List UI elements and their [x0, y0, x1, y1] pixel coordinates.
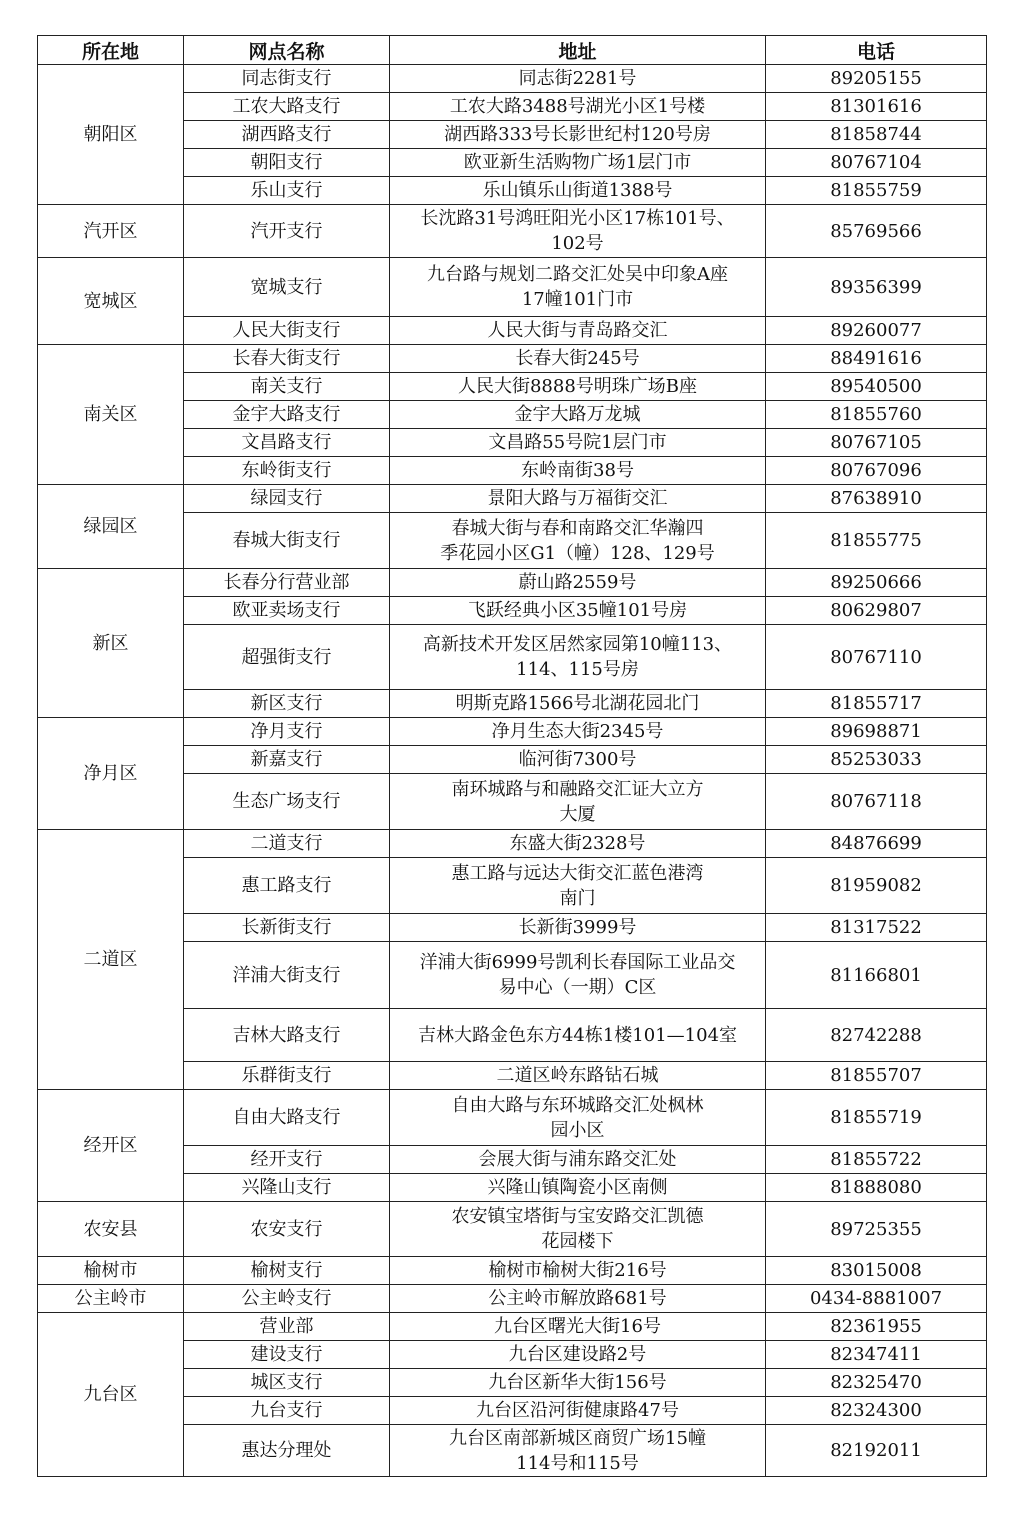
address-cell: 人民大街与青岛路交汇 — [390, 317, 766, 345]
branch-name-cell: 惠工路支行 — [184, 858, 390, 914]
phone-cell: 81855722 — [766, 1146, 987, 1174]
branch-name-cell: 城区支行 — [184, 1369, 390, 1397]
table-row — [38, 205, 987, 258]
header-phone: 电话 — [766, 36, 987, 65]
address-cell: 乐山镇乐山街道1388号 — [390, 177, 766, 205]
phone-cell: 84876699 — [766, 830, 987, 858]
branch-name-cell: 金宇大路支行 — [184, 401, 390, 429]
address-cell: 长春大街245号 — [390, 345, 766, 373]
branch-name-cell: 乐山支行 — [184, 177, 390, 205]
phone-cell: 81855719 — [766, 1090, 987, 1146]
branch-name-cell: 绿园支行 — [184, 485, 390, 513]
phone-cell: 89540500 — [766, 373, 987, 401]
branch-name-cell: 吉林大路支行 — [184, 1009, 390, 1062]
header-district: 所在地 — [38, 36, 184, 65]
phone-cell: 89356399 — [766, 258, 987, 317]
branch-name-cell: 九台支行 — [184, 1397, 390, 1425]
branch-name-cell: 洋浦大街支行 — [184, 942, 390, 1009]
address-cell: 二道区岭东路钻石城 — [390, 1062, 766, 1090]
branch-name-cell: 长春分行营业部 — [184, 569, 390, 597]
table-row — [38, 830, 987, 858]
branch-name-cell: 新区支行 — [184, 690, 390, 718]
address-cell: 九台区建设路2号 — [390, 1341, 766, 1369]
table-row — [38, 1202, 987, 1257]
address-cell: 春城大街与春和南路交汇华瀚四 季花园小区G1（幢）128、129号 — [390, 513, 766, 569]
header-address: 地址 — [390, 36, 766, 65]
branch-name-cell: 宽城支行 — [184, 258, 390, 317]
address-cell: 景阳大路与万福街交汇 — [390, 485, 766, 513]
address-cell: 金宇大路万龙城 — [390, 401, 766, 429]
address-cell: 自由大路与东环城路交汇处枫林 园小区 — [390, 1090, 766, 1146]
table-row — [38, 345, 987, 373]
address-cell: 临河街7300号 — [390, 746, 766, 774]
table-row — [38, 258, 987, 317]
address-cell: 会展大街与浦东路交汇处 — [390, 1146, 766, 1174]
phone-cell: 81166801 — [766, 942, 987, 1009]
phone-cell: 80767110 — [766, 625, 987, 690]
branch-name-cell: 惠达分理处 — [184, 1425, 390, 1477]
address-cell: 同志街2281号 — [390, 65, 766, 93]
branch-name-cell: 湖西路支行 — [184, 121, 390, 149]
branch-name-cell: 经开支行 — [184, 1146, 390, 1174]
table-row — [38, 485, 987, 513]
address-cell: 公主岭市解放路681号 — [390, 1285, 766, 1313]
branch-name-cell: 农安支行 — [184, 1202, 390, 1257]
address-cell: 东盛大街2328号 — [390, 830, 766, 858]
phone-cell: 89698871 — [766, 718, 987, 746]
phone-cell: 89250666 — [766, 569, 987, 597]
district-cell: 朝阳区 — [38, 65, 184, 205]
branch-name-cell: 长新街支行 — [184, 914, 390, 942]
address-cell: 惠工路与远达大街交汇蓝色港湾 南门 — [390, 858, 766, 914]
district-cell: 公主岭市 — [38, 1285, 184, 1313]
address-cell: 飞跃经典小区35幢101号房 — [390, 597, 766, 625]
phone-cell: 80767118 — [766, 774, 987, 830]
address-cell: 南环城路与和融路交汇证大立方 大厦 — [390, 774, 766, 830]
branch-name-cell: 建设支行 — [184, 1341, 390, 1369]
district-cell: 经开区 — [38, 1090, 184, 1202]
phone-cell: 83015008 — [766, 1257, 987, 1285]
header-row — [38, 36, 987, 65]
branch-name-cell: 新嘉支行 — [184, 746, 390, 774]
phone-cell: 80767105 — [766, 429, 987, 457]
branch-name-cell: 兴隆山支行 — [184, 1174, 390, 1202]
phone-cell: 80767096 — [766, 457, 987, 485]
branch-name-cell: 乐群街支行 — [184, 1062, 390, 1090]
address-cell: 文昌路55号院1层门市 — [390, 429, 766, 457]
phone-cell: 0434-8881007 — [766, 1285, 987, 1313]
address-cell: 欧亚新生活购物广场1层门市 — [390, 149, 766, 177]
header-branch: 网点名称 — [184, 36, 390, 65]
branch-name-cell: 公主岭支行 — [184, 1285, 390, 1313]
table-row — [38, 1257, 987, 1285]
branch-name-cell: 榆树支行 — [184, 1257, 390, 1285]
address-cell: 工农大路3488号湖光小区1号楼 — [390, 93, 766, 121]
address-cell: 高新技术开发区居然家园第10幢113、 114、115号房 — [390, 625, 766, 690]
address-cell: 九台区沿河街健康路47号 — [390, 1397, 766, 1425]
phone-cell: 85253033 — [766, 746, 987, 774]
branch-name-cell: 自由大路支行 — [184, 1090, 390, 1146]
address-cell: 蔚山路2559号 — [390, 569, 766, 597]
address-cell: 人民大街8888号明珠广场B座 — [390, 373, 766, 401]
table-row — [38, 569, 987, 597]
table-row — [38, 718, 987, 746]
table-row — [38, 1090, 987, 1146]
phone-cell: 81301616 — [766, 93, 987, 121]
branch-name-cell: 文昌路支行 — [184, 429, 390, 457]
phone-cell: 82361955 — [766, 1313, 987, 1341]
address-cell: 明斯克路1566号北湖花园北门 — [390, 690, 766, 718]
branch-name-cell: 朝阳支行 — [184, 149, 390, 177]
district-cell: 榆树市 — [38, 1257, 184, 1285]
address-cell: 东岭南街38号 — [390, 457, 766, 485]
branch-name-cell: 超强街支行 — [184, 625, 390, 690]
table-body — [38, 65, 987, 1477]
phone-cell: 82325470 — [766, 1369, 987, 1397]
address-cell: 长沈路31号鸿旺阳光小区17栋101号、 102号 — [390, 205, 766, 258]
address-cell: 长新街3999号 — [390, 914, 766, 942]
phone-cell: 81855760 — [766, 401, 987, 429]
branch-name-cell: 营业部 — [184, 1313, 390, 1341]
phone-cell: 82742288 — [766, 1009, 987, 1062]
district-cell: 绿园区 — [38, 485, 184, 569]
table-row — [38, 1285, 987, 1313]
phone-cell: 82324300 — [766, 1397, 987, 1425]
branch-name-cell: 长春大街支行 — [184, 345, 390, 373]
phone-cell: 89205155 — [766, 65, 987, 93]
district-cell: 净月区 — [38, 718, 184, 830]
address-cell: 九台区南部新城区商贸广场15幢 114号和115号 — [390, 1425, 766, 1477]
branch-name-cell: 东岭街支行 — [184, 457, 390, 485]
phone-cell: 81855759 — [766, 177, 987, 205]
district-cell: 二道区 — [38, 830, 184, 1090]
phone-cell: 89260077 — [766, 317, 987, 345]
district-cell: 宽城区 — [38, 258, 184, 345]
branch-name-cell: 净月支行 — [184, 718, 390, 746]
address-cell: 吉林大路金色东方44栋1楼101—104室 — [390, 1009, 766, 1062]
address-cell: 湖西路333号长影世纪村120号房 — [390, 121, 766, 149]
branch-name-cell: 工农大路支行 — [184, 93, 390, 121]
address-cell: 九台区新华大街156号 — [390, 1369, 766, 1397]
branch-name-cell: 生态广场支行 — [184, 774, 390, 830]
branch-name-cell: 汽开支行 — [184, 205, 390, 258]
district-cell: 南关区 — [38, 345, 184, 485]
branch-table — [37, 35, 987, 1477]
branch-name-cell: 同志街支行 — [184, 65, 390, 93]
phone-cell: 81855717 — [766, 690, 987, 718]
phone-cell: 89725355 — [766, 1202, 987, 1257]
phone-cell: 82192011 — [766, 1425, 987, 1477]
address-cell: 农安镇宝塔街与宝安路交汇凯德 花园楼下 — [390, 1202, 766, 1257]
district-cell: 汽开区 — [38, 205, 184, 258]
phone-cell: 81855775 — [766, 513, 987, 569]
branch-name-cell: 南关支行 — [184, 373, 390, 401]
phone-cell: 82347411 — [766, 1341, 987, 1369]
phone-cell: 81317522 — [766, 914, 987, 942]
address-cell: 榆树市榆树大街216号 — [390, 1257, 766, 1285]
address-cell: 净月生态大街2345号 — [390, 718, 766, 746]
phone-cell: 88491616 — [766, 345, 987, 373]
phone-cell: 81858744 — [766, 121, 987, 149]
phone-cell: 80767104 — [766, 149, 987, 177]
district-cell: 九台区 — [38, 1313, 184, 1477]
branch-name-cell: 春城大街支行 — [184, 513, 390, 569]
district-cell: 新区 — [38, 569, 184, 718]
address-cell: 九台路与规划二路交汇处吴中印象A座 17幢101门市 — [390, 258, 766, 317]
address-cell: 兴隆山镇陶瓷小区南侧 — [390, 1174, 766, 1202]
phone-cell: 85769566 — [766, 205, 987, 258]
district-cell: 农安县 — [38, 1202, 184, 1257]
phone-cell: 81855707 — [766, 1062, 987, 1090]
phone-cell: 80629807 — [766, 597, 987, 625]
phone-cell: 81888080 — [766, 1174, 987, 1202]
branch-name-cell: 人民大街支行 — [184, 317, 390, 345]
branch-name-cell: 二道支行 — [184, 830, 390, 858]
table-row — [38, 1313, 987, 1341]
phone-cell: 81959082 — [766, 858, 987, 914]
branch-name-cell: 欧亚卖场支行 — [184, 597, 390, 625]
address-cell: 九台区曙光大街16号 — [390, 1313, 766, 1341]
table-header — [38, 36, 987, 65]
address-cell: 洋浦大街6999号凯利长春国际工业品交 易中心（一期）C区 — [390, 942, 766, 1009]
phone-cell: 87638910 — [766, 485, 987, 513]
table-row — [38, 65, 987, 93]
